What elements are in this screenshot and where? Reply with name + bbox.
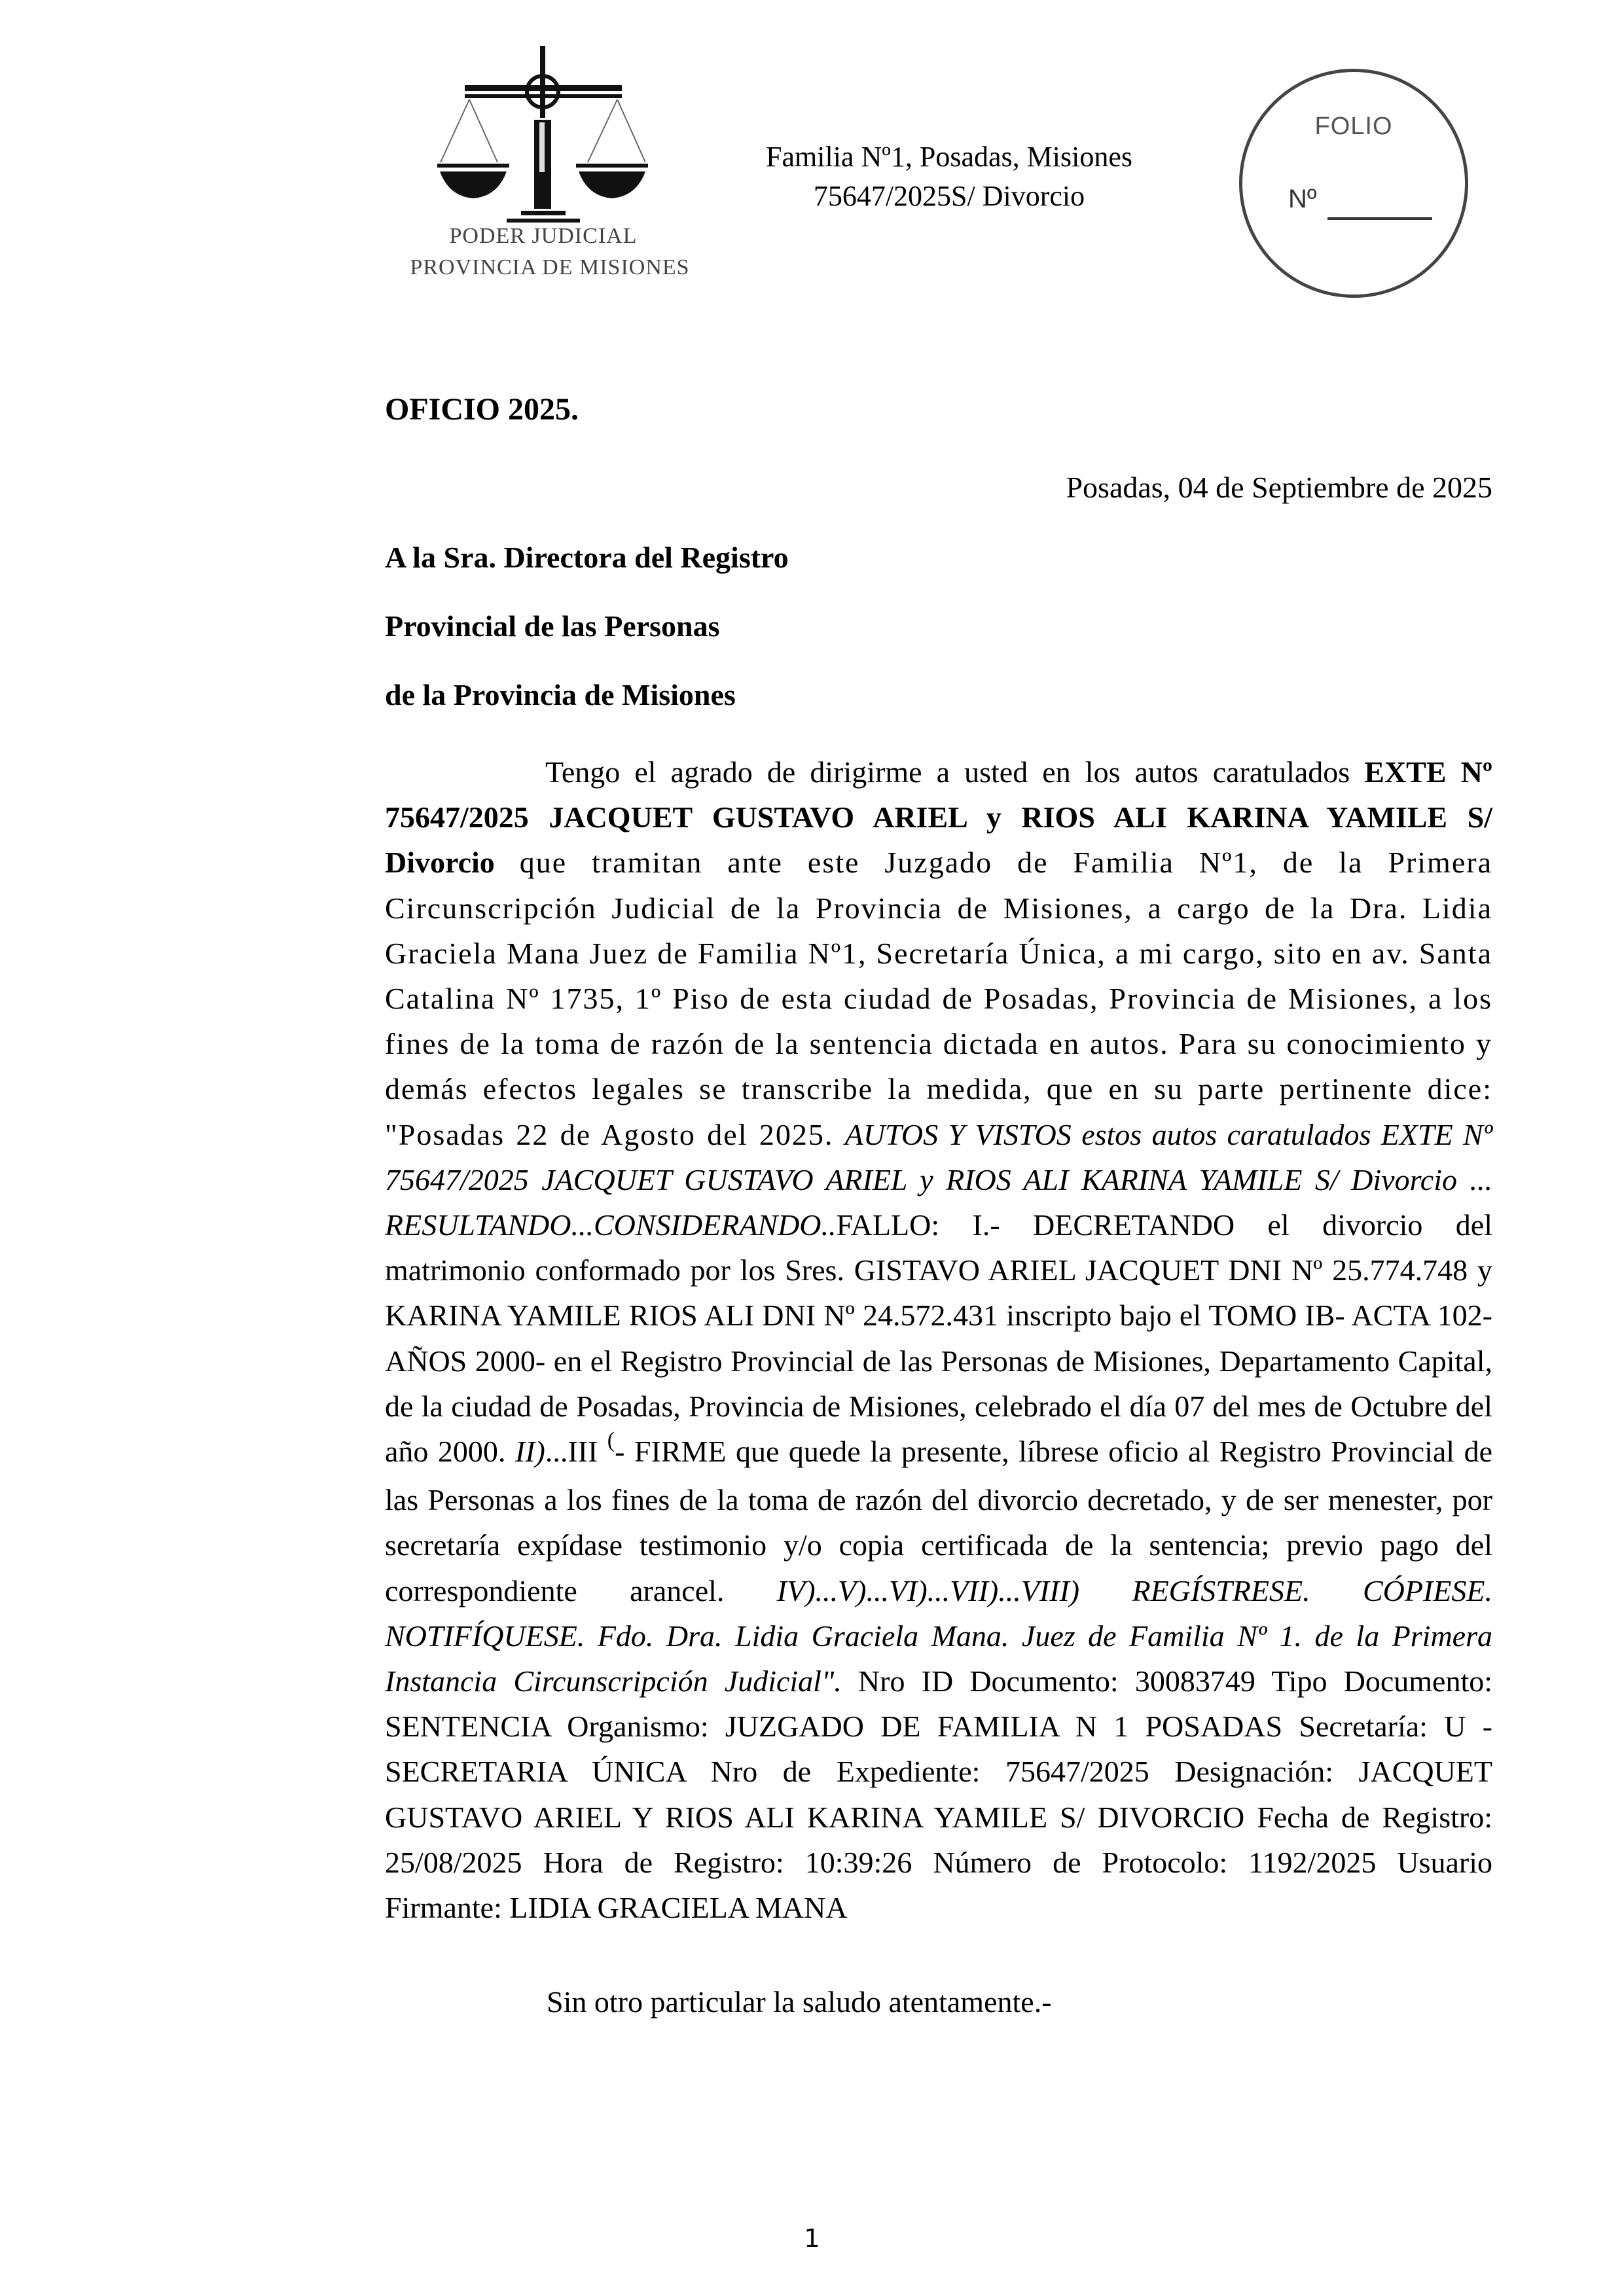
body-paragraph [385, 749, 1492, 1930]
quote-item-iii: ...III [545, 1435, 607, 1469]
document-date: Posadas, 04 de Septiembre de 2025 [1066, 471, 1492, 504]
quote-signature: IV)...V)...VI)...VII)...VIII) REGÍSTRESE. CÓPIESE. NOTIFÍQUESE. Fdo. Dra. Lidia Graciela Mana. Juez de Familia Nº 1. de la Primera Instancia Circunscripción Judicial". [385, 1573, 1492, 1698]
page-number: 1 [804, 2224, 820, 2253]
court-name: Familia Nº1, Posadas, Misiones [766, 141, 1132, 173]
addressee-line-1: A la Sra. Directora del Registro [385, 541, 789, 574]
folio-number-blank [1327, 217, 1432, 220]
stray-parenthesis: ( [607, 1428, 615, 1453]
quote-item-ii: II) [514, 1435, 545, 1469]
document-metadata: Nro ID Documento: 30083749 Tipo Documento: SENTENCIA Organismo: JUZGADO DE FAMILIA N 1 POSADAS Secretaría: U - SECRETARIA ÚNICA Nro de Expediente: 75647/2025 Designación: JACQUET GUSTAVO ARIEL Y RIOS ALI KARINA YAMILE S/ DIVORCIO Fecha de Registro: 25/08/2025 Hora de Registro: 10:39:26 Número de Protocolo: 1192/2025 Usuario Firmante: LIDIA GRACIELA MANA [385, 1664, 1493, 1925]
quote-autos-y-vistos: AUTOS Y VISTOS estos autos caratulados EXTE Nº 75647/2025 JACQUET GUSTAVO ARIEL y RIOS ALI KARINA YAMILE S/ Divorcio ... RESULTANDO...CONSIDERANDO.. [385, 1117, 1493, 1242]
court-logo [399, 39, 690, 288]
document-title: OFICIO 2025. [385, 392, 579, 427]
body-court-details: que tramitan ante este Juzgado de Familia Nº1, de la Primera Circunscripción Judicial de la Provincia de Misiones, a cargo de la Dra. Lidia Graciela Mana Juez de Familia Nº1, Secretaría Única, a mi cargo, sito en av. Santa Catalina Nº 1735, 1º Piso de esta ciudad de Posadas, Provincia de Misiones, a los fines de la toma de razón de la sentencia dictada en autos. Para su conocimiento y demás efectos legales se transcribe la medida, que en su parte pertinente dice: "Posadas 22 de Agosto del 2025. [385, 846, 1492, 1151]
body-lead: Tengo el agrado de dirigirme a usted en los autos caratulados [545, 755, 1365, 789]
case-reference: 75647/2025S/ Divorcio [813, 180, 1085, 212]
addressee-line-3: de la Provincia de Misiones [385, 678, 736, 711]
folio-number-label: Nº [1288, 185, 1317, 213]
case-title-bold: EXTE Nº 75647/2025 JACQUET GUSTAVO ARIEL y RIOS ALI KARINA YAMILE S/ Divorcio [385, 755, 1493, 880]
quote-firme: - FIRME que quede la presente, líbrese oficio al Registro Provincial de las Personas a los fines de la toma de razón del divorcio decretado, y de ser menester, por secretaría expídase testimonio y/o copia certificada de la sentencia; previo pago del correspondiente arancel. [385, 1435, 1492, 1607]
logo-line-1: PODER JUDICIAL [449, 224, 638, 248]
closing-salutation: Sin otro particular la saludo atentamente.- [547, 1985, 1052, 2018]
addressee-line-2: Provincial de las Personas [385, 609, 720, 643]
quote-fallo: FALLO: I.- DECRETANDO el divorcio del matrimonio conformado por los Sres. GISTAVO ARIEL JACQUET DNI Nº 25.774.748 y KARINA YAMILE RIOS ALI DNI Nº 24.572.431 inscripto bajo el TOMO IB- ACTA 102- AÑOS 2000- en el Registro Provincial de las Personas de Misiones, Departamento Capital, de la ciudad de Posadas, Provincia de Misiones, celebrado el día 07 del mes de Octubre del año 2000. [385, 1208, 1492, 1469]
logo-line-2: PROVINCIA DE MISIONES [410, 255, 690, 279]
scales-of-justice-icon [399, 39, 687, 223]
folio-stamp [1239, 69, 1468, 298]
folio-title: FOLIO [1314, 113, 1393, 140]
court-header [720, 137, 1178, 216]
